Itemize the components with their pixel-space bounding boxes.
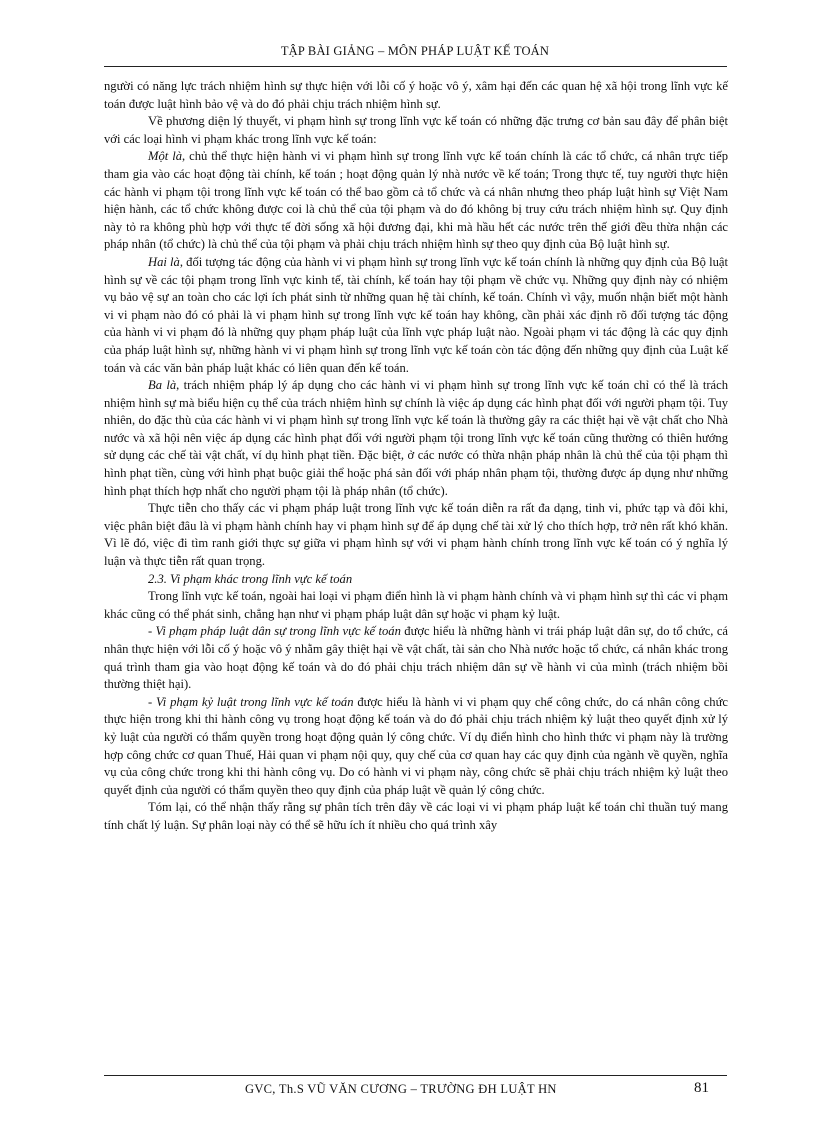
paragraph-ba-la	[104, 377, 728, 500]
lead-ba-la: Ba là	[148, 378, 177, 393]
paragraph-2: Về phương diện lý thuyết, vi phạm hình sự trong lĩnh vực kế toán có những đặc trưng cơ bản sau đây để phân biệt với các loại hình vi phạm khác trong lĩnh vực kế toán:	[104, 114, 728, 146]
lead-ky-luat: - Vi phạm kỷ luật trong lĩnh vực kế toán	[148, 694, 354, 709]
page-number: 81	[694, 1080, 709, 1096]
paragraph-dan-su	[104, 623, 728, 693]
lead-hai-la: Hai là	[148, 254, 180, 269]
lead-mot-la: Một là	[148, 149, 183, 164]
header-divider	[104, 66, 727, 67]
footer-divider	[104, 1075, 727, 1076]
paragraph-tom-lai: Tóm lại, có thể nhận thấy rằng sự phân tích trên đây về các loại vi vi phạm pháp luật kế toán chỉ thuần tuý mang tính chất lý luận. Sự phân loại này có thể sẽ hữu ích ít nhiều cho quá trình xây	[104, 800, 728, 832]
text-ky-luat: được hiểu là hành vi vi phạm quy chế công chức, do cá nhân công chức thực hiện trong khi thi hành công vụ trong hoạt động kế toán và do đó phải chịu trách nhiệm kỷ luật theo quyết định xử lý kỷ luật của người có thẩm quyền trong hoạt động quản lý công chức. Ví dụ điển hình cho hình thức vi phạm này là trường hợp công chức cơ quan Thuế, Hải quan vi phạm nội quy, quy chế của cơ quan hay các quy định của ngành về quyền, nghĩa vụ của công chức trong khi thi hành công vụ. Do có hành vi vi phạm này, công chức sẽ phải chịu trách nhiệm kỷ luật theo quyết định của người có thẩm quyền theo quy định của pháp luật về quản lý công chức.	[104, 694, 729, 797]
paragraph-1: người có năng lực trách nhiệm hình sự thực hiện với lỗi cố ý hoặc vô ý, xâm hại đến các quan hệ xã hội trong lĩnh vực kế toán được luật hình bảo vệ và do đó phải chịu trách nhiệm hình sự.	[104, 79, 728, 111]
text-mot-la: , chủ thể thực hiện hành vi vi phạm hình sự trong lĩnh vực kế toán chính là các tổ chức, cá nhân trực tiếp tham gia vào các hoạt động tài chính, kế toán ; hoạt động quản lý nhà nước về kế toán; Trong thực tế, tuy người thực hiện các hành vi phạm tội trong lĩnh vực kế toán có thể bao gồm cả tổ chức và cá nhân nhưng theo pháp luật hình sự Việt Nam hiện hành, các tổ chức không được coi là chủ thể của tội phạm và do đó không bị truy cứu trách nhiệm hình sự. Quy định này tỏ ra không phù hợp với thực tế đời sống xã hội đương đại, khi mà hầu hết các nước trên thế giới đều thừa nhận các pháp nhân (tổ chức) là chủ thể của tội phạm và phải chịu trách nhiệm hình sự theo quy định của Bộ luật hình sự.	[104, 149, 728, 252]
text-ba-la: , trách nhiệm pháp lý áp dụng cho các hành vi vi phạm hình sự trong lĩnh vực kế toán chỉ có thể là trách nhiệm hình sự mà biểu hiện cụ thể của trách nhiệm hình sự chính là việc áp dụng các hình phạt đối với người phạm tội. Tuy nhiên, do đặc thù của các hành vi vi phạm hình sự trong lĩnh vực kế toán là thường gây ra các thiệt hại về vật chất cho Nhà nước và xã hội nên việc áp dụng các hình phạt đối với người phạm tội trong lĩnh vực kế toán cũng thường có thiên hướng sử dụng các chế tài vật chất, ví dụ hình phạt tiền. Đặc biệt, ở các nước có thừa nhận pháp nhân là chủ thể của tội phạm thì hình phạt tiền, cùng với hình phạt buộc giải thể hoặc phá sản đối với pháp nhân phạm tội, thường được áp dụng như những hình phạt thích hợp nhất cho người phạm tội là pháp nhân (tổ chức).	[104, 378, 729, 498]
text-hai-la: , đối tượng tác động của hành vi vi phạm hình sự trong lĩnh vực kế toán chính là những quy định của Bộ luật hình sự về các tội phạm trong lĩnh vực kinh tế, tài chính, kế toán hay tội phạm về chức vụ. Những quy định này có nhiệm vụ bảo vệ sự an toàn cho các lợi ích phát sinh từ những quan hệ tài chính, kế toán. Chính vì vậy, muốn nhận biết một hành vi vi phạm nào đó có phải là vi phạm hình sự trong lĩnh vực kế toán hay không, cần phải xác định rõ đối tượng tác động của hành vi vi phạm đó là những quy phạm pháp luật của lĩnh vực pháp luật nào. Ngoài phạm vi tác động là các quy định của pháp luật hình sự, những hành vi vi phạm hình sự trong lĩnh vực kế toán còn tác động đến những quy định của Luật kế toán và các văn bản pháp luật khác có liên quan đến kế toán.	[104, 254, 728, 375]
footer-author: GVC, Th.S VŨ VĂN CƯƠNG – TRƯỜNG ĐH LUẬT HN	[245, 1082, 557, 1096]
paragraph-hai-la	[104, 254, 728, 377]
section-heading-text: 2.3. Vi phạm khác trong lĩnh vực kế toán	[148, 571, 353, 586]
page-body	[104, 78, 728, 835]
paragraph-thuc-tien: Thực tiễn cho thấy các vi phạm pháp luật trong lĩnh vực kế toán diễn ra rất đa dạng, tinh vi, phức tạp và đôi khi, việc phân biệt đâu là vi phạm hành chính hay vi phạm hình sự để áp dụng chế tài xử lý cho thích hợp, trở nên rất khó khăn. Vì lẽ đó, việc đi tìm ranh giới thực sự giữa vi phạm hình sự với vi phạm hành chính trong lĩnh vực kế toán có ý nghĩa lý luận và thực tiễn rất quan trọng.	[104, 501, 728, 569]
paragraph-vi-pham-khac: Trong lĩnh vực kế toán, ngoài hai loại vi phạm điển hình là vi phạm hành chính và vi phạm hình sự thì các vi phạm khác cũng có thể phát sinh, chẳng hạn như vi phạm pháp luật dân sự hoặc vi phạm kỷ luật.	[104, 589, 728, 621]
paragraph-mot-la	[104, 148, 728, 254]
lead-dan-su: - Vi phạm pháp luật dân sự trong lĩnh vực kế toán	[148, 624, 401, 639]
text-dan-su: được hiểu là những hành vi trái pháp luật dân sự, do tổ chức, cá nhân thực hiện với lỗi cố ý hoặc vô ý nhằm gây thiệt hại về vật chất, tài sản cho Nhà nước hoặc tổ chức, cá nhân khác trong quá trình tham gia vào hoạt động kế toán và do đó phải chịu trách nhiệm dân sự về hành vi của mình (trách nhiệm bồi thường thiệt hại).	[104, 624, 728, 692]
page-header: TẬP BÀI GIẢNG – MÔN PHÁP LUẬT KẾ TOÁN	[280, 44, 550, 58]
paragraph-ky-luat	[104, 694, 728, 800]
section-heading	[104, 571, 728, 589]
